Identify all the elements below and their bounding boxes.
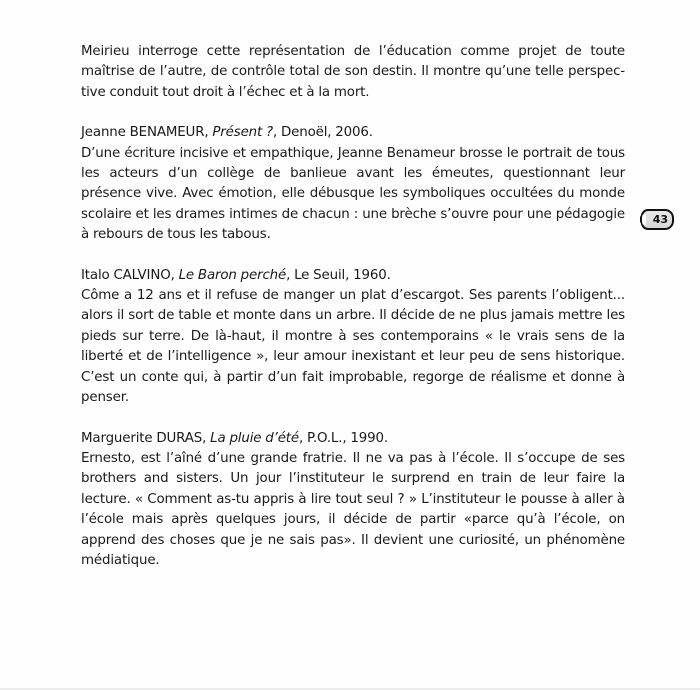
citation-publication: , Denoël, 2006.	[272, 125, 373, 141]
citation-title: La pluie d’été	[210, 430, 300, 446]
book-entry-duras	[81, 429, 625, 572]
intro-paragraph: Meirieu interroge cette représentation de l’éducation comme projet de toute maîtrise de l’autre, de contrôle total de son destin. Il montre qu’une telle perspec-tive conduit tout droit à l’échec et à la mort.	[81, 44, 625, 100]
page-number-badge	[641, 209, 674, 230]
book-summary: Côme a 12 ans et il refuse de manger un plat d’escargot. Ses parents l’obligent... alors il sort de table et monte dans un arbre. Il décide de ne plus jamais mettre les pieds sur terre. De là-haut, il montre à ses contemporains « le vrais sens de la liberté et de l’intelligence », leur amour inexistant et leur peu de sens historique. C’est un conte qui, à partir d’un fait improbable, regorge de réalisme et donne à penser.	[81, 288, 625, 406]
citation-author: Italo CALVINO,	[81, 267, 179, 283]
book-summary: Ernesto, est l’aîné d’une grande fratrie. Il ne va pas à l’école. Il s’occupe de ses brothers and sisters. Un jour l’instituteur le surprend en train de leur faire la lecture. « Comment as-tu appris à lire tout seul ? » L’instituteur le pousse à aller à l’école mais après quelques jours, il décide de partir «parce qu’à l’école, on apprend des choses que je ne sais pas». Il devient une curiosité, un phénomène médiatique.	[81, 450, 625, 568]
book-citation	[81, 266, 625, 286]
citation-title: Le Baron perché	[178, 267, 287, 283]
text-column	[81, 42, 625, 571]
citation-publication: , P.O.L., 1990.	[299, 430, 388, 446]
citation-title: Présent ?	[212, 125, 273, 141]
book-citation	[81, 429, 625, 449]
book-citation	[81, 123, 625, 143]
page-number: 43	[652, 213, 668, 226]
citation-author: Jeanne BENAMEUR,	[81, 125, 213, 141]
book-entry-benameur	[81, 123, 625, 245]
citation-author: Marguerite DURAS,	[81, 430, 211, 446]
citation-publication: , Le Seuil, 1960.	[286, 267, 391, 283]
book-entry-calvino	[81, 266, 625, 409]
book-summary: D’une écriture incisive et empathique, Jeanne Benameur brosse le portrait de tous les acteurs d’un collège de banlieue avant les émeutes, questionnant leur présence vive. Avec émotion, elle débusque les symboliques occultées du monde scolaire et les drames intimes de chacun : une brèche s’ouvre pour une pédagogie à rebours de tous les tabous.	[81, 145, 625, 243]
